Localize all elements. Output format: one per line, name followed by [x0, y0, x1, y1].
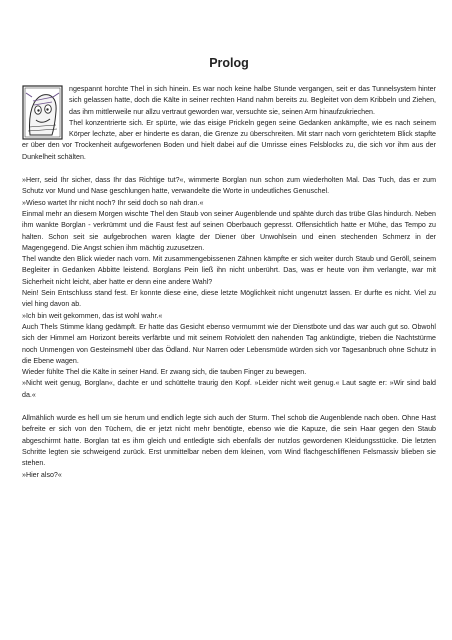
paragraph-1: [22, 84, 436, 118]
paragraph: »Herr, seid Ihr sicher, dass Ihr das Richtige tut?«, wimmerte Borglan nun schon zum wiederholten Mal. Das Tuch, das er zum Schutz vor Mund und Nase geschlungen hatte, verwandelte die Worte in undeutliches Genuschel.: [22, 176, 436, 196]
paragraph-text: ngespannt horchte Thel in sich hinein. Es war noch keine halbe Stunde vergangen, seit er das Tunnelsystem hinter sich gelassen hatte, doch die Kälte in seiner rechten Hand nahm bereits zu. Begleitet von dem Kribbeln und Ziehen, das ihm mittlerweile nur allzu vertraut geworden war, versuchte sie, seinen Arm hinaufzukriechen.: [69, 85, 436, 116]
paragraph: »Ich bin weit gekommen, das ist wohl wahr.«: [22, 311, 163, 320]
body-text: [22, 84, 436, 481]
paragraph: »Hier also?«: [22, 470, 62, 479]
paragraph: Nein! Sein Entschluss stand fest. Er konnte diese eine, diese letzte Möglichkeit nicht ungenutzt lassen. Er durfte es nicht. Viel zu viel hing davon ab.: [22, 289, 436, 309]
paragraph: Allmählich wurde es hell um sie herum und endlich legte sich auch der Sturm. Thel schob die Augenblende nach oben. Ohne Hast befreite er sich von den Tüchern, die er jetzt nicht mehr benötigte, ebenso wie die Kapuze, die sein Haar gegen den Staub abgeschirmt hatte. Borglan tat es ihm gleich und entledigte sich ebenfalls der nutzlos gewordenen Kleidungsstücke. Die letzten Schritte legten sie schweigend zurück. Erst unmittelbar neben dem kleinen, vom Wind flachgeschliffenen Felsmassiv blieben sie stehen.: [22, 414, 436, 468]
paragraph: »Wieso wartet Ihr nicht noch? Ihr seid doch so nah dran.«: [22, 198, 204, 207]
paragraph: Wieder fühlte Thel die Kälte in seiner Hand. Er zwang sich, die tauben Finger zu bewegen.: [22, 368, 307, 377]
paragraph: Einmal mehr an diesem Morgen wischte Thel den Staub von seiner Augenblende und spähte durch das trübe Glas hindurch. Neben ihm wankte Borglan - verkrümmt und die Faust fest auf seinen Oberbauch gepresst. Offensichtlich hatte er Mühe, das Tempo zu halten. Schon seit sie aufgebrochen waren klagte der Diener über Unwohlsein und einen stechenden Schmerz in der Magengegend. Die Angst schien ihm mächtig zuzusetzen.: [22, 209, 436, 252]
paragraph: Auch Thels Stimme klang gedämpft. Er hatte das Gesicht ebenso vermummt wie der Dienstbote und das war auch gut so. Obwohl sich der Himmel am Horizont bereits verfärbte und mit seinem Rotviolett den nahenden Tag ankündigte, trieben die Nachtstürme noch Unmengen von Gesteinsmehl über das Ödland. Nur Narren oder Lebensmüde würden sich vor Tagesanbruch ohne Schutz in die Ebene wagen.: [22, 322, 436, 365]
page-title: Prolog: [209, 56, 249, 70]
paragraph: Thel konzentrierte sich. Er spürte, wie das eisige Prickeln gegen seine Gedanken ankämpfte, wie es nach seinem Körper lechzte, aber er hinderte es daran, die Grenze zu überschreiten. Mit starr nach vorn gerichtetem Blick stapfte er über den vor Trockenheit aufgeworfenen Boden und hielt dabei auf die Umrisse eines Felsblocks zu, die sich vor ihm aus der Dunkelheit schälten.: [22, 118, 436, 161]
paragraph: Thel wandte den Blick wieder nach vorn. Mit zusammengebissenen Zähnen kämpfte er sich weiter durch Staub und Geröll, seinem Begleiter in Gedanken Abbitte leistend. Borglans Pein ließ ihn nicht unberührt. Das, was er heute von ihm verlangte, war mit Sicherheit nicht leicht, aber hatte er denn eine andere Wahl?: [22, 255, 436, 286]
illustrated-initial-icon: [22, 85, 63, 140]
paragraph: »Nicht weit genug, Borglan«, dachte er und schüttelte traurig den Kopf. »Leider nicht weit genug.« Laut sagte er: »Wir sind bald da.«: [22, 379, 436, 399]
